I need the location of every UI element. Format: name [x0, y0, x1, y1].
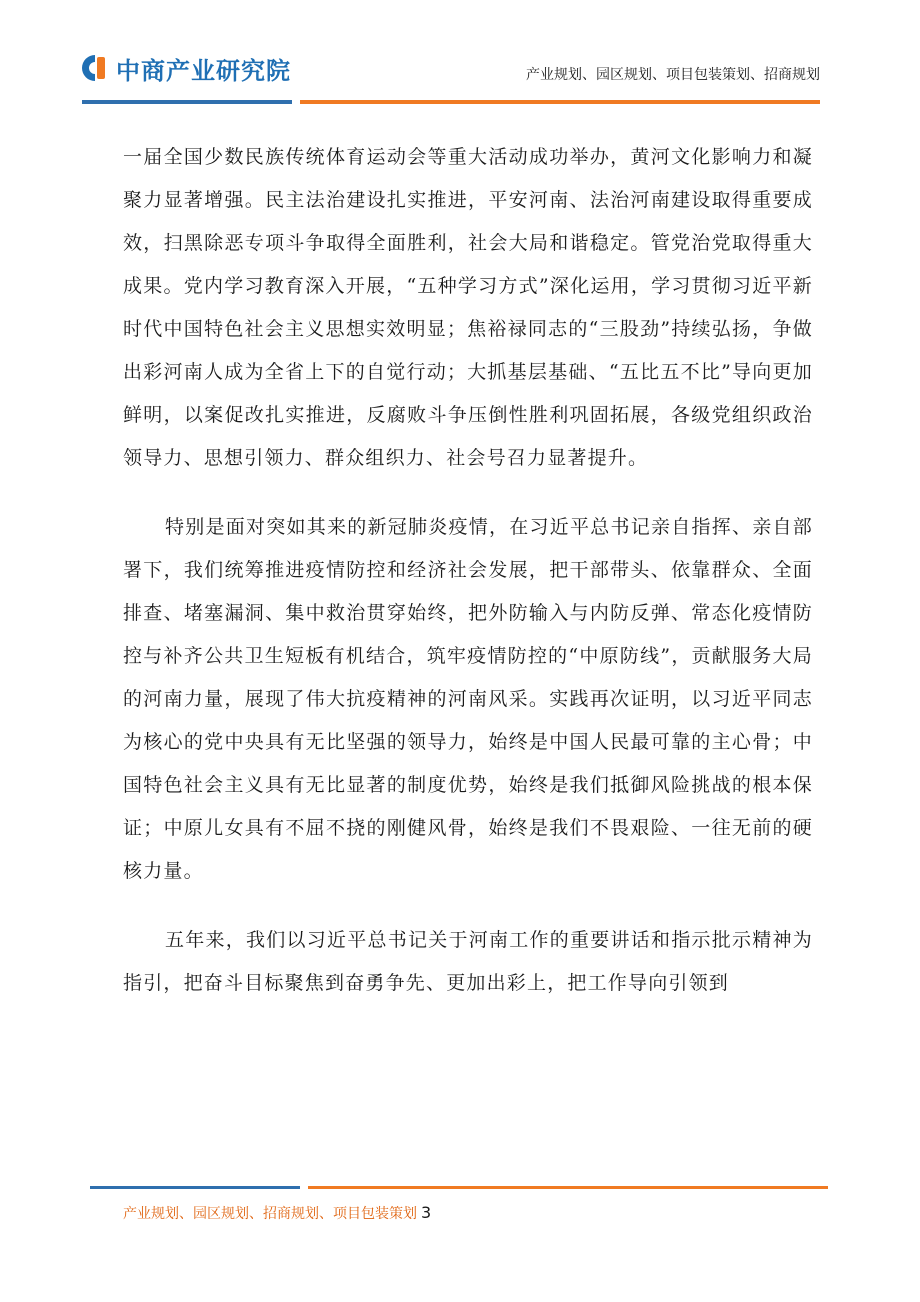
footer-rule-orange [308, 1186, 828, 1189]
header-tagline: 产业规划、园区规划、项目包装策划、招商规划 [526, 67, 820, 83]
page-number: 3 [421, 1203, 432, 1222]
footer-tagline: 产业规划、园区规划、招商规划、项目包装策划 [123, 1206, 417, 1222]
footer-rule-blue [90, 1186, 300, 1189]
body-paragraph: 一届全国少数民族传统体育运动会等重大活动成功举办，黄河文化影响力和凝聚力显著增强。民主法治建设扎实推进，平安河南、法治河南建设取得重要成效，扫黑除恶专项斗争取得全面胜利，社会大局和谐稳定。管党治党取得重大成果。党内学习教育深入开展，“五种学习方式”深化运用，学习贯彻习近平新时代中国特色社会主义思想实效明显；焦裕禄同志的“三股劲”持续弘扬，争做出彩河南人成为全省上下的自觉行动；大抓基层基础、“五比五不比”导向更加鲜明，以案促改扎实推进，反腐败斗争压倒性胜利巩固拓展，各级党组织政治领导力、思想引领力、群众组织力、社会号召力显著提升。 [123, 146, 813, 469]
company-logo-icon [80, 53, 110, 83]
header-rule-blue [82, 100, 292, 104]
company-logo-text: 中商产业研究院 [116, 56, 291, 85]
company-logo [80, 48, 291, 88]
document-body [123, 136, 813, 1031]
body-paragraph: 特别是面对突如其来的新冠肺炎疫情，在习近平总书记亲自指挥、亲自部署下，我们统筹推进疫情防控和经济社会发展，把干部带头、依靠群众、全面排查、堵塞漏洞、集中救治贯穿始终，把外防输入与内防反弹、常态化疫情防控与补齐公共卫生短板有机结合，筑牢疫情防控的“中原防线”，贡献服务大局的河南力量，展现了伟大抗疫精神的河南风采。实践再次证明，以习近平同志为核心的党中央具有无比坚强的领导力，始终是中国人民最可靠的主心骨；中国特色社会主义具有无比显著的制度优势，始终是我们抵御风险挑战的根本保证；中原儿女具有不屈不挠的刚健风骨，始终是我们不畏艰险、一往无前的硬核力量。 [123, 516, 813, 882]
header-rule-orange [300, 100, 820, 104]
page-header [0, 0, 920, 110]
page-footer [123, 1203, 431, 1223]
body-paragraph: 五年来，我们以习近平总书记关于河南工作的重要讲话和指示批示精神为指引，把奋斗目标聚焦到奋勇争先、更加出彩上，把工作导向引领到 [123, 929, 813, 994]
